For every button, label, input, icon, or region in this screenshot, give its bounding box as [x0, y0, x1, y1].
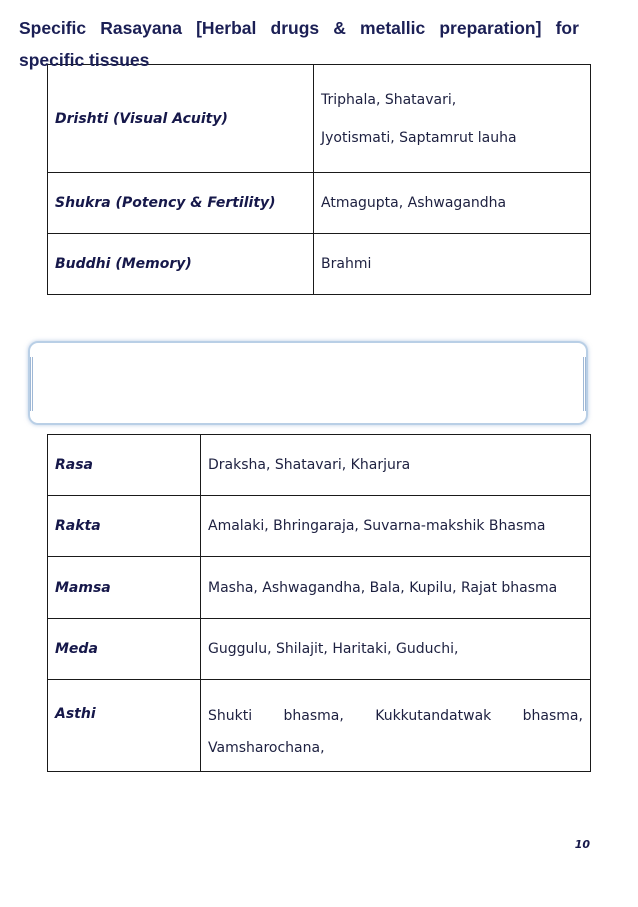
- row-value-line: Vamsharochana,: [208, 740, 325, 756]
- heading-word: &: [333, 18, 346, 38]
- row-label: Asthi: [48, 680, 201, 772]
- row-value-line: Jyotismati, Saptamrut lauha: [321, 129, 517, 146]
- row-value: Masha, Ashwagandha, Bala, Kupilu, Rajat bhasma: [201, 557, 591, 619]
- table-row: [48, 496, 591, 557]
- row-label: Rakta: [48, 496, 201, 557]
- section-heading-line: specific tissues: [19, 50, 150, 70]
- section-heading: [19, 12, 579, 76]
- row-label: Drishti (Visual Acuity): [48, 65, 314, 173]
- row-label: Rasa: [48, 435, 201, 496]
- row-value-line: Triphala, Shatavari,: [321, 91, 457, 108]
- table-row: [48, 234, 591, 295]
- heading-word: Rasayana: [100, 18, 182, 38]
- row-value: [314, 65, 591, 173]
- row-value-word: Kukkutandatwak: [375, 708, 492, 724]
- table-row: [48, 619, 591, 680]
- row-value-word: bhasma,: [283, 708, 344, 724]
- table-row: [48, 65, 591, 173]
- row-label: Buddhi (Memory): [48, 234, 314, 295]
- heading-word: [Herbal: [196, 18, 257, 38]
- heading-word: drugs: [270, 18, 320, 38]
- heading-word: for: [555, 18, 579, 38]
- row-label: Mamsa: [48, 557, 201, 619]
- table-row: [48, 680, 591, 772]
- row-value: Draksha, Shatavari, Kharjura: [201, 435, 591, 496]
- heading-word: preparation]: [439, 18, 542, 38]
- row-value: Brahmi: [314, 234, 591, 295]
- row-value-word: bhasma,: [522, 708, 583, 724]
- row-value-line: [208, 706, 583, 726]
- tissue-rasayana-table: [47, 434, 591, 772]
- row-value: [201, 680, 591, 772]
- row-value-word: Shukti: [208, 708, 253, 724]
- table-row: [48, 557, 591, 619]
- table-row: [48, 435, 591, 496]
- heading-word: metallic: [360, 18, 426, 38]
- heading-word: Specific: [19, 18, 87, 38]
- row-value: Guggulu, Shilajit, Haritaki, Guduchi,: [201, 619, 591, 680]
- ailment-rasayana-table: [47, 64, 591, 295]
- row-label: Shukra (Potency & Fertility): [48, 173, 314, 234]
- row-label: Meda: [48, 619, 201, 680]
- page-number: 10: [574, 838, 590, 851]
- row-value: Amalaki, Bhringaraja, Suvarna-makshik Bhasma: [201, 496, 591, 557]
- section-heading-line: [19, 12, 579, 44]
- section-heading-box: [28, 341, 588, 425]
- row-value: Atmagupta, Ashwagandha: [314, 173, 591, 234]
- table-row: [48, 173, 591, 234]
